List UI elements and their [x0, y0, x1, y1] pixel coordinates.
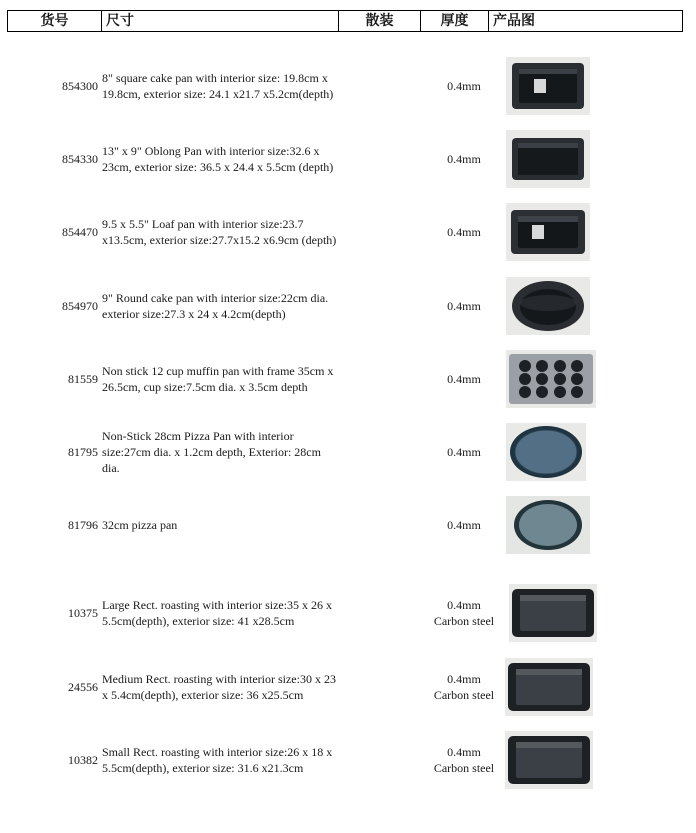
pizza-pan-28-image	[506, 423, 586, 481]
item-code: 81795	[68, 444, 98, 459]
roasting-pan-large-image	[509, 584, 597, 642]
item-thickness: 0.4mm	[447, 745, 481, 759]
item-description: 9.5 x 5.5" Loaf pan with interior size:23.7 x13.5cm, exterior size:27.7x15.2 x6.9cm (depth)	[102, 217, 337, 247]
item-code: 854300	[62, 78, 98, 93]
item-code: 854330	[62, 151, 98, 166]
header-size: 尺寸	[102, 11, 339, 31]
item-code: 10382	[68, 752, 98, 767]
table-row	[0, 581, 696, 645]
table-row	[0, 54, 696, 118]
item-code: 854470	[62, 224, 98, 239]
roasting-pan-medium-image	[505, 658, 593, 716]
item-thickness: 0.4mm	[447, 445, 481, 459]
item-description: 32cm pizza pan	[102, 518, 178, 532]
item-thickness: 0.4mm	[447, 152, 481, 166]
item-code: 10375	[68, 605, 98, 620]
item-description: Small Rect. roasting with interior size:26 x 18 x 5.5cm(depth), exterior size: 31.6 x21.3cm	[102, 745, 333, 775]
muffin-pan-image	[506, 350, 596, 408]
item-description: Non-Stick 28cm Pizza Pan with interior size:27cm dia. x 1.2cm depth, Exterior: 28cm dia.	[102, 429, 321, 475]
item-description: Non stick 12 cup muffin pan with frame 35cm x 26.5cm, cup size:7.5cm dia. x 3.5cm depth	[102, 364, 334, 394]
pizza-pan-32-image	[506, 496, 590, 554]
item-material: Carbon steel	[433, 688, 495, 702]
item-description: Large Rect. roasting with interior size:35 x 26 x 5.5cm(depth), exterior size: 41 x28.5cm	[102, 598, 333, 628]
item-description: Medium Rect. roasting with interior size:30 x 23 x 5.4cm(depth), exterior size: 36 x25.5cm	[102, 672, 336, 702]
table-row	[0, 274, 696, 338]
item-thickness: 0.4mm	[447, 225, 481, 239]
item-code: 24556	[68, 679, 98, 694]
square-cake-pan-image	[506, 57, 590, 115]
item-description: 13" x 9" Oblong Pan with interior size:32.6 x 23cm, exterior size: 36.5 x 24.4 x 5.5cm (depth)	[102, 144, 334, 174]
table-row	[0, 200, 696, 264]
round-cake-pan-image	[506, 277, 590, 335]
table-row	[0, 420, 696, 484]
header-thickness: 厚度	[421, 11, 489, 31]
table-row	[0, 728, 696, 792]
table-row	[0, 655, 696, 719]
item-code: 854970	[62, 298, 98, 313]
item-description: 8" square cake pan with interior size: 19.8cm x 19.8cm, exterior size: 24.1 x21.7 x5.2cm(depth)	[102, 71, 334, 101]
item-description: 9" Round cake pan with interior size:22cm dia. exterior size:27.3 x 24 x 4.2cm(depth)	[102, 291, 329, 321]
item-thickness: 0.4mm	[447, 518, 481, 532]
item-material: Carbon steel	[433, 761, 495, 775]
header-bulk: 散装	[339, 11, 421, 31]
item-thickness: 0.4mm	[447, 79, 481, 93]
item-thickness: 0.4mm	[447, 299, 481, 313]
header-image: 产品图	[493, 13, 535, 29]
item-material: Carbon steel	[433, 614, 495, 628]
item-thickness: 0.4mm	[447, 672, 481, 686]
item-code: 81559	[68, 371, 98, 386]
table-row	[0, 347, 696, 411]
roasting-pan-small-image	[505, 731, 593, 789]
item-thickness: 0.4mm	[447, 372, 481, 386]
table-row	[0, 127, 696, 191]
oblong-pan-image	[506, 130, 590, 188]
item-code: 81796	[68, 517, 98, 532]
header-code: 货号	[8, 11, 102, 31]
loaf-pan-image	[506, 203, 590, 261]
table-header	[7, 10, 683, 32]
table-row	[0, 493, 696, 557]
item-thickness: 0.4mm	[447, 598, 481, 612]
